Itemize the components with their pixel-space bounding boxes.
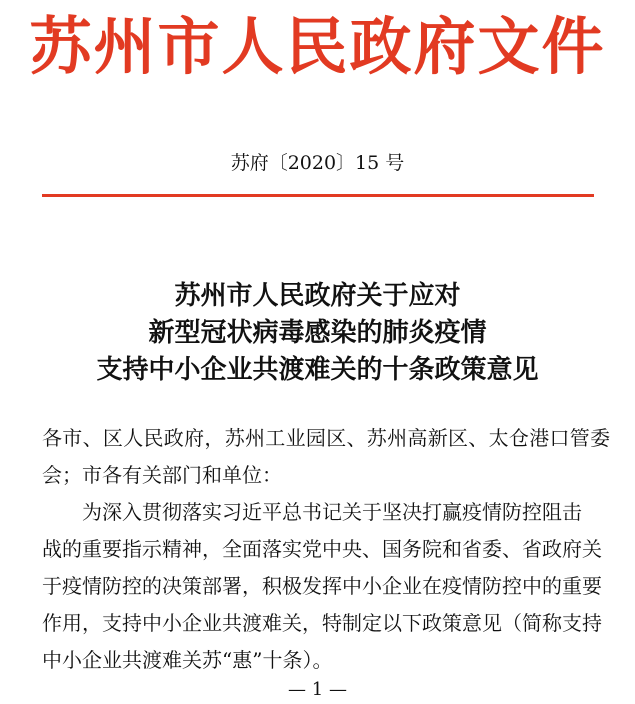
title-line: 苏州市人民政府关于应对	[174, 281, 461, 311]
title-line: 支持中小企业共渡难关的十条政策意见	[96, 355, 539, 385]
body-line: 中小企业共渡难关苏“惠”十条）。	[42, 648, 333, 672]
addressee-line: 会；市各有关部门和单位：	[42, 463, 282, 487]
document-title	[0, 278, 635, 389]
body-paragraph	[42, 494, 602, 679]
page-number: — 1 —	[288, 679, 347, 700]
document-number: 苏府〔2020〕15 号	[230, 152, 405, 174]
body-line: 为深入贯彻落实习近平总书记关于坚决打赢疫情防控阻击	[82, 500, 582, 524]
addressee-line: 各市、区人民政府，苏州工业园区、苏州高新区、太仓港口管委	[42, 426, 611, 450]
body-line: 作用，支持中小企业共渡难关，特制定以下政策意见（简称支持	[42, 611, 602, 635]
body-line: 于疫情防控的决策部署，积极发挥中小企业在疫情防控中的重要	[42, 574, 602, 598]
red-separator-line	[42, 194, 594, 197]
addressee-block	[42, 420, 611, 494]
body-line: 战的重要指示精神，全面落实党中央、国务院和省委、省政府关	[42, 537, 602, 561]
issuer-masthead: 苏州市人民政府文件	[29, 10, 606, 83]
title-line: 新型冠状病毒感染的肺炎疫情	[148, 318, 487, 348]
